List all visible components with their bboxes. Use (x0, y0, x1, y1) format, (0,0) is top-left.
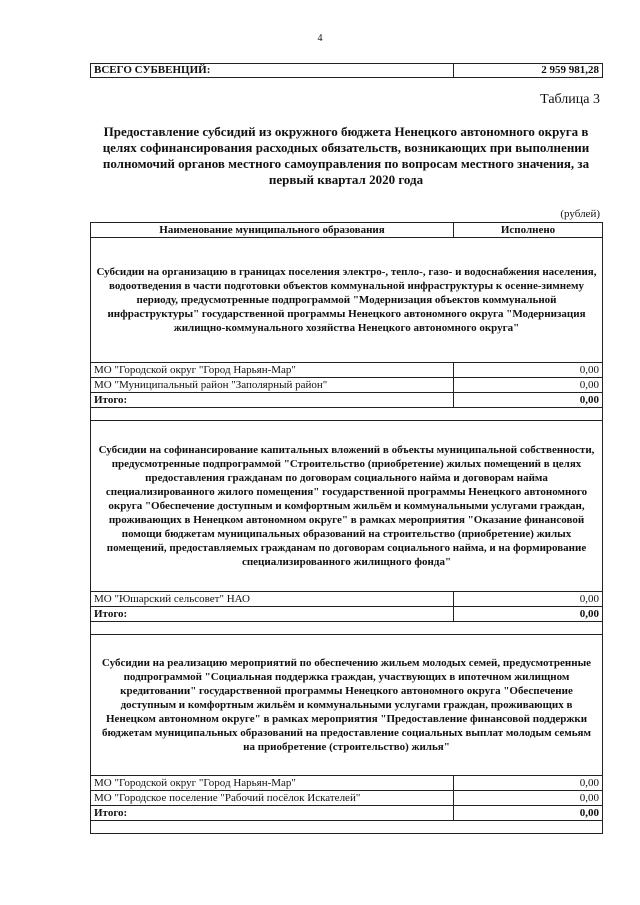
row-name: МО "Муниципальный район "Заполярный район" (91, 378, 454, 393)
spacer-row (91, 622, 603, 635)
row-value: 0,00 (454, 776, 603, 791)
row-value: 0,00 (454, 592, 603, 607)
section-total-value: 0,00 (454, 806, 603, 821)
section-title-row (91, 635, 603, 776)
table-row (91, 791, 603, 806)
section-total-label: Итого: (91, 806, 454, 821)
section-total-value: 0,00 (454, 393, 603, 408)
section-title: Субсидии на софинансирование капитальных вложений в объекты муниципальной собственности, предусмотренные подпрограммой "Строительство (приобретение) жилых помещений в целях предоставления гражданам по договорам социального найма и договорам найма специализированного жилого помещения" государственной программы Ненецкого автономного округа "Обеспечение доступным и комфортным жильём и коммунальными услугами граждан, проживающих в Ненецком автономном округе" в рамках мероприятия "Оказание финансовой помощи бюджетам муниципальных образований на строительство (приобретение) жилых помещений, предоставляемых гражданам по договорам социального найма, и на формирование специализированного жилищного фонда" (91, 421, 603, 592)
section-total-row (91, 607, 603, 622)
row-value: 0,00 (454, 791, 603, 806)
row-name: МО "Городское поселение "Рабочий посёлок Искателей" (91, 791, 454, 806)
row-name: МО "Городской округ "Город Нарьян-Мар" (91, 363, 454, 378)
subsidies-table (90, 222, 603, 834)
row-value: 0,00 (454, 363, 603, 378)
header-executed: Исполнено (454, 223, 603, 238)
spacer-row (91, 821, 603, 834)
row-name: МО "Городской округ "Город Нарьян-Мар" (91, 776, 454, 791)
table-header (91, 223, 603, 238)
unit-label: (рублей) (560, 208, 600, 220)
table-label: Таблица 3 (540, 92, 600, 107)
page-number: 4 (317, 33, 323, 44)
table-row (91, 378, 603, 393)
table-row (91, 363, 603, 378)
section-total-value: 0,00 (454, 607, 603, 622)
table-row (91, 776, 603, 791)
section-total-label: Итого: (91, 393, 454, 408)
section-total-row (91, 806, 603, 821)
total-subventions-row (91, 64, 603, 78)
section-total-label: Итого: (91, 607, 454, 622)
row-value: 0,00 (454, 378, 603, 393)
section-title: Субсидии на реализацию мероприятий по обеспечению жильем молодых семей, предусмотренные подпрограммой "Социальная поддержка граждан, участвующих в ипотечном жилищном кредитовании" государственной программы Ненецкого автономного округа "Обеспечение доступным и комфортным жильём и коммунальными услугами граждан, проживающих в Ненецком автономном округе" в рамках мероприятия "Предоставление финансовой поддержки бюджетам муниципальных образований на предоставление социальных выплат молодым семьям на приобретение (строительство) жилья" (91, 635, 603, 776)
total-subventions-value: 2 959 981,28 (454, 64, 603, 78)
row-name: МО "Юшарский сельсовет" НАО (91, 592, 454, 607)
spacer-row (91, 408, 603, 421)
section-title-row (91, 421, 603, 592)
section-title: Субсидии на организацию в границах поселения электро-, тепло-, газо- и водоснабжения населения, водоотведения в части подготовки объектов коммунальной инфраструктуры к осенне-зимнему периоду, предусмотренные подпрограммой "Модернизация объектов коммунальной инфраструктуры" государственной программы Ненецкого автономного округа "Модернизация жилищно-коммунального хозяйства Ненецкого автономного округа" (91, 238, 603, 363)
document-title: Предоставление субсидий из окружного бюджета Ненецкого автономного округа в целях софинансирования расходных обязательств, возникающих при выполнении полномочий органов местного самоуправления по вопросам местного значения, за первый квартал 2020 года (102, 124, 590, 187)
table-row (91, 592, 603, 607)
total-subventions-label: ВСЕГО СУБВЕНЦИЙ: (91, 64, 454, 78)
section-title-row (91, 238, 603, 363)
header-name: Наименование муниципального образования (91, 223, 454, 238)
total-subventions-table (90, 63, 603, 78)
section-total-row (91, 393, 603, 408)
